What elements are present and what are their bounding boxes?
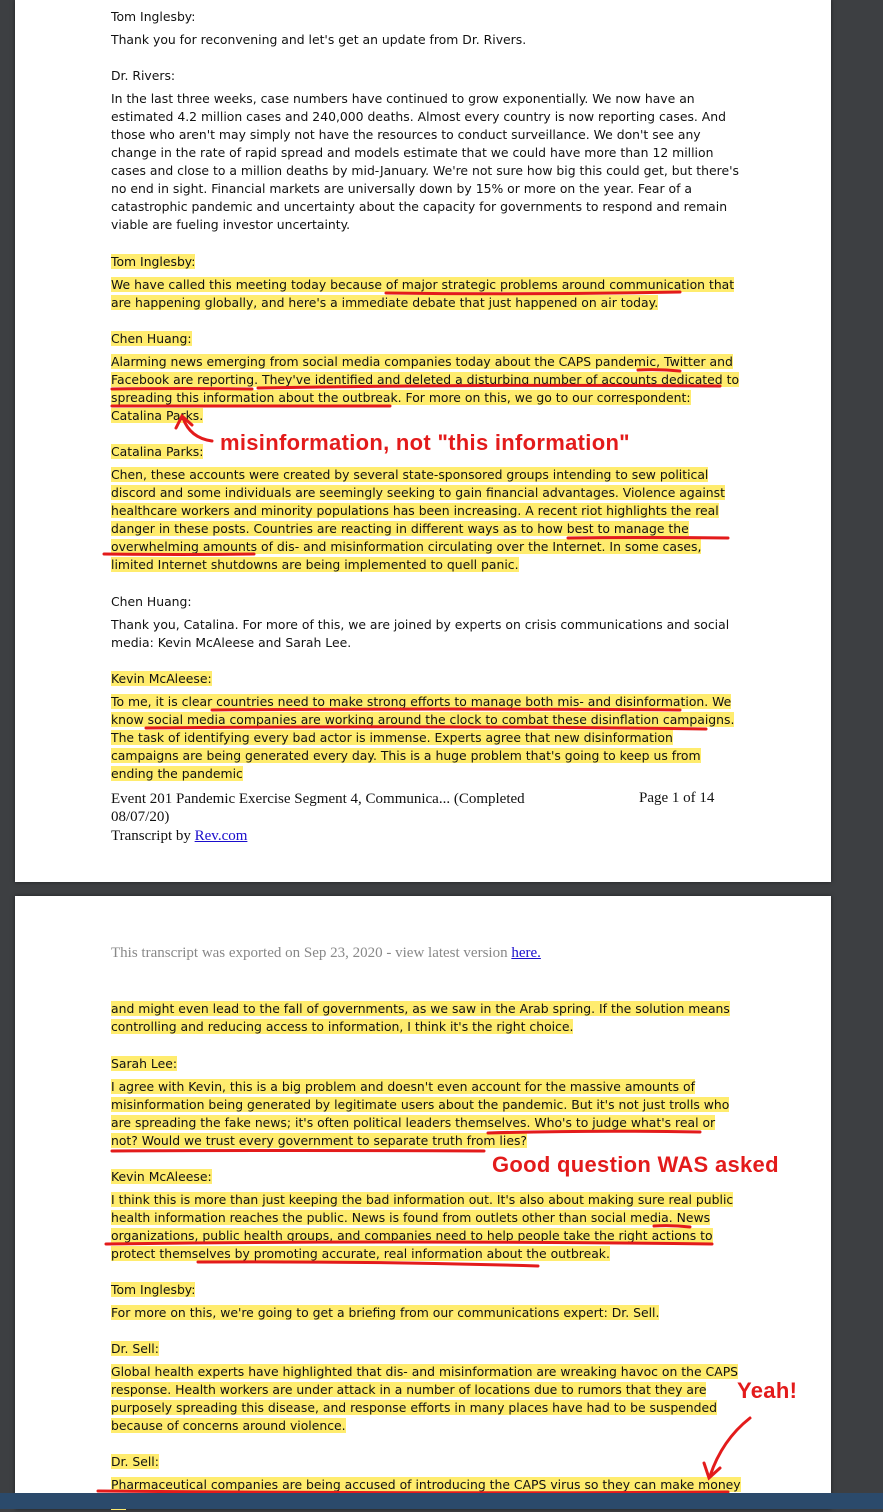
export-notice (111, 945, 541, 962)
paragraph-text: To me, it is clear countries need to make strong efforts to manage both mis- and disinformation. We know social media companies are working around the clock to combat these disinflation campaigns. The task of identifying every bad actor is immense. Experts agree that new disinformation campaigns are being generated every day. This is a huge problem that's going to keep us from ending the pandemic (111, 694, 735, 781)
paragraph-text: We have called this meeting today because of major strategic problems around communication that are happening globally, and here's a immediate debate that just happened on air today. (111, 277, 735, 310)
speaker-text: Chen Huang: (111, 331, 192, 346)
paragraph-text: Pharmaceutical companies are being accused of introducing the CAPS virus so they can make money (111, 1477, 741, 1510)
paragraph-text: Global health experts have highlighted that dis- and misinformation are wreaking havoc on the CAPS response. Health workers are under attack in a number of locations due to rumors that they are purposely spreading this disease, and response efforts in many places have had to be suspended because of concerns around violence. (111, 1364, 739, 1433)
speaker-label (111, 1453, 159, 1471)
paragraph-text: Thank you, Catalina. For more of this, we are joined by experts on crisis communications and social media: Kevin McAleese and Sarah Lee. (111, 617, 730, 650)
paragraph-text: and might even lead to the fall of governments, as we saw in the Arab spring. If the solution means controlling and reducing access to information, I think it's the right choice. (111, 1001, 730, 1034)
speaker-label: Chen Huang: (111, 594, 192, 609)
speaker-text: Dr. Sell: (111, 1454, 159, 1469)
speaker-label (111, 1168, 212, 1186)
paragraph (111, 616, 741, 652)
paragraph (111, 353, 741, 425)
annotation-good-question: Good question WAS asked (492, 1152, 779, 1177)
footer-title: Event 201 Pandemic Exercise Segment 4, Communica... (Completed 08/07/20) (111, 791, 525, 825)
export-notice-text: This transcript was exported on Sep 23, 2020 - view latest version (111, 945, 512, 961)
paragraph-text: Alarming news emerging from social media companies today about the CAPS pandemic, Twitter and Facebook are reporting. They've identified and deleted a disturbing number of accounts dedicated to spreading this information about the outbreak. For more on this, we go to our correspondent: Catalina Parks. (111, 354, 740, 423)
speaker-text: Kevin McAleese: (111, 671, 212, 686)
paragraph (111, 90, 741, 234)
speaker-label: Dr. Rivers: (111, 68, 176, 83)
paragraph-text: I agree with Kevin, this is a big problem and doesn't even account for the massive amounts of misinformation being generated by legitimate users about the pandemic. But it's not just trolls who are spreading the fake news; it's often political leaders themselves. Who's to judge what's real or not? Would we trust every government to separate truth from lies? (111, 1079, 730, 1148)
paragraph-text: Thank you for reconvening and let's get an update from Dr. Rivers. (111, 32, 527, 47)
speaker-text: Sarah Lee: (111, 1056, 178, 1071)
paragraph (111, 1363, 741, 1435)
paragraph (111, 1078, 741, 1150)
paragraph (111, 466, 741, 574)
speaker-label: Tom Inglesby: (111, 9, 196, 24)
speaker-text: Tom Inglesby: (111, 1282, 196, 1297)
document-page-2 (15, 896, 831, 1509)
paragraph (111, 1304, 741, 1322)
speaker-label (111, 330, 192, 348)
paragraph (111, 693, 741, 783)
speaker-label (111, 1281, 195, 1299)
speaker-label (111, 443, 203, 461)
paragraph (111, 31, 741, 49)
speaker-text: Kevin McAleese: (111, 1169, 212, 1184)
paragraph (111, 1191, 741, 1263)
speaker-text: Catalina Parks: (111, 444, 204, 459)
taskbar-strip (0, 1493, 883, 1509)
paragraph-text: Chen, these accounts were created by several state-sponsored groups intending to sew political discord and some individuals are seemingly seeking to gain financial advantages. Violence against healthcare workers and minority populations has been increasing. A recent riot highlights the real danger in these posts. Countries are reacting in different ways as to how best to manage the overwhelming amounts of dis- and misinformation circulating over the Internet. In some cases, limited Internet shutdowns are being implemented to quell panic. (111, 467, 725, 572)
speaker-label (111, 670, 212, 688)
paragraph-text: I think this is more than just keeping the bad information out. It's also about making sure real public health information reaches the public. News is found from outlets other than social media. News organizations, public health groups, and companies need to help people take the right actions to protect themselves by promoting accurate, real information about the outbreak. (111, 1192, 734, 1261)
rev-link[interactable]: Rev.com (194, 828, 248, 844)
paragraph (111, 276, 741, 312)
speaker-text: Dr. Sell: (111, 1341, 159, 1356)
page-number: Page 1 of 14 (639, 790, 715, 806)
speaker-label (111, 253, 195, 271)
annotation-yeah: Yeah! (737, 1378, 798, 1403)
footer-credit-text: Transcript by (111, 828, 195, 844)
paragraph (111, 1000, 741, 1036)
speaker-label (111, 1055, 177, 1073)
paragraph-text: In the last three weeks, case numbers have continued to grow exponentially. We now have an estimated 4.2 million cases and 240,000 deaths. Almost every country is now reporting cases. And those who aren't may simply not have the resources to conduct surveillance. We don't see any change in the rate of rapid spread and models estimate that we could have more than 12 million cases and close to a million deaths by mid-January. We're not sure how big this could get, but there's no end in sight. Financial markets are universally down by 15% or more on the year. Fear of a catastrophic pandemic and uncertainty about the capacity for governments to respond and remain viable are fueling investor uncertainty. (111, 91, 739, 232)
footer-credit (111, 827, 247, 845)
speaker-text: Tom Inglesby: (111, 254, 196, 269)
annotation-misinformation: misinformation, not "this information" (220, 430, 630, 455)
paragraph-text: For more on this, we're going to get a briefing from our communications expert: Dr. Sell. (111, 1305, 660, 1320)
speaker-label (111, 1340, 159, 1358)
latest-version-link[interactable]: here. (511, 945, 541, 961)
